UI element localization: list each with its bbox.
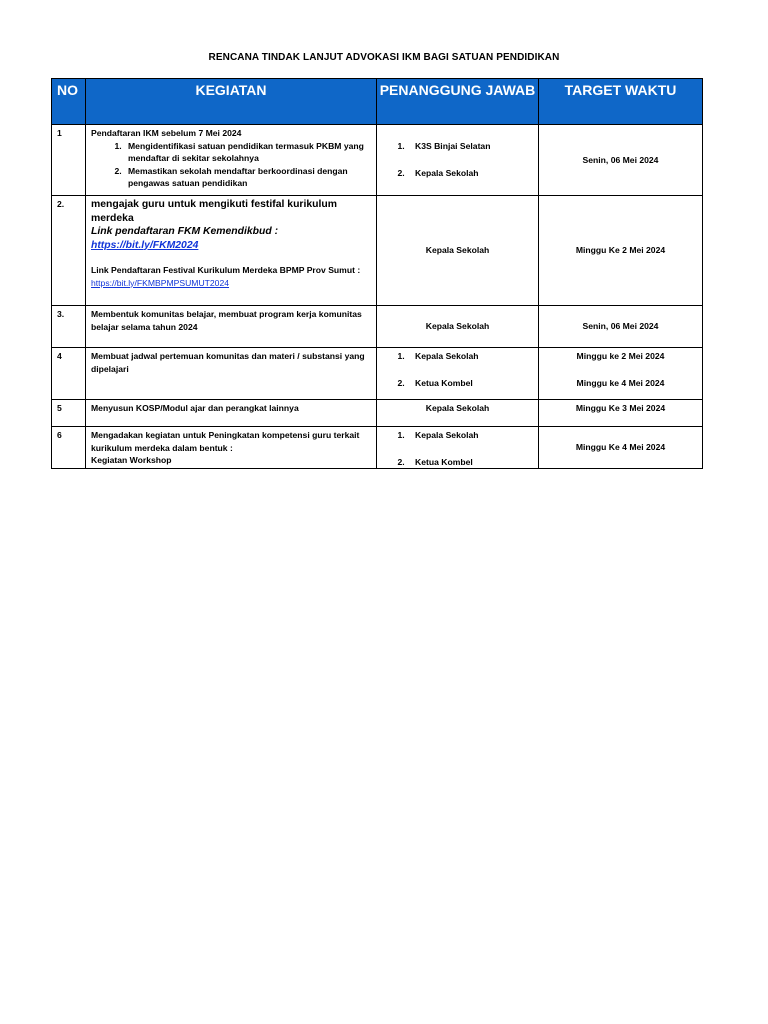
- row-no: 4: [52, 348, 86, 400]
- row-no: 6: [52, 427, 86, 469]
- row-kegiatan: Menyusun KOSP/Modul ajar dan perangkat lainnya: [86, 400, 377, 427]
- fkm-kemendikbud-link[interactable]: https://bit.ly/FKM2024: [91, 239, 199, 251]
- row-kegiatan: [86, 125, 377, 196]
- row-penanggung-jawab: [377, 427, 539, 469]
- kegiatan-extra: Kegiatan Workshop: [91, 455, 172, 466]
- row-target-waktu: Minggu Ke 2 Mei 2024: [539, 196, 703, 306]
- pj-list: [377, 140, 538, 179]
- fkm-bpmp-sumut-link[interactable]: https://bit.ly/FKMBPMPSUMUT2024: [91, 277, 230, 288]
- row-target-waktu: Senin, 06 Mei 2024: [539, 306, 703, 348]
- kegiatan-list: [91, 140, 372, 190]
- table-row: [52, 125, 703, 196]
- row-penanggung-jawab: Kepala Sekolah: [377, 196, 539, 306]
- table-row: [52, 427, 703, 469]
- header-target-waktu: TARGET WAKTU: [539, 79, 703, 125]
- list-item: 2. Memastikan sekolah mendaftar berkoordinasi dengan pengawas satuan pendidikan: [124, 165, 372, 190]
- table-row: [52, 196, 703, 306]
- table-row: [52, 348, 703, 400]
- link2-block: [91, 264, 372, 289]
- kegiatan-title: mengajak guru untuk mengikuti festifal kurikulum merdeka: [91, 199, 337, 224]
- row-penanggung-jawab: Kepala Sekolah: [377, 306, 539, 348]
- table-row: [52, 306, 703, 348]
- kegiatan-title: Pendaftaran IKM sebelum 7 Mei 2024: [91, 128, 242, 138]
- header-no: NO: [52, 79, 86, 125]
- list-item: 1. Kepala Sekolah: [407, 350, 538, 363]
- table-row: [52, 400, 703, 427]
- list-item: 2. Ketua Kombel: [407, 456, 538, 469]
- row-kegiatan: [86, 427, 377, 469]
- page-title: RENCANA TINDAK LANJUT ADVOKASI IKM BAGI SATUAN PENDIDIKAN: [208, 52, 560, 63]
- pj-list: [377, 429, 538, 468]
- table-header-row: [52, 79, 703, 125]
- pj-list: [377, 350, 538, 389]
- row-kegiatan: [86, 196, 377, 306]
- row-target-waktu: Senin, 06 Mei 2024: [539, 125, 703, 196]
- waktu-line: Minggu ke 4 Mei 2024: [576, 377, 665, 388]
- waktu-line: Minggu ke 2 Mei 2024: [576, 351, 665, 361]
- link2-label: Link Pendaftaran Festival Kurikulum Merdeka BPMP Prov Sumut :: [91, 265, 361, 275]
- row-target-waktu: Minggu Ke 4 Mei 2024: [539, 427, 703, 469]
- row-no: 3.: [52, 306, 86, 348]
- link-label: Link pendaftaran FKM Kemendikbud :: [91, 226, 279, 237]
- action-plan-table: [51, 78, 703, 469]
- row-penanggung-jawab: [377, 348, 539, 400]
- list-item: 1. Kepala Sekolah: [407, 429, 538, 442]
- list-item: 2. Ketua Kombel: [407, 377, 538, 390]
- row-target-waktu: [539, 348, 703, 400]
- row-target-waktu: Minggu Ke 3 Mei 2024: [539, 400, 703, 427]
- header-penanggung-jawab: PENANGGUNG JAWAB: [377, 79, 539, 125]
- row-penanggung-jawab: Kepala Sekolah: [377, 400, 539, 427]
- kegiatan-title: Mengadakan kegiatan untuk Peningkatan kompetensi guru terkait kurikulum merdeka dalam bentuk :: [91, 430, 360, 453]
- list-item: 1. Mengidentifikasi satuan pendidikan termasuk PKBM yang mendaftar di sekitar sekolahnya: [124, 140, 372, 165]
- list-item: 2. Kepala Sekolah: [407, 167, 538, 180]
- header-kegiatan: KEGIATAN: [86, 79, 377, 125]
- row-penanggung-jawab: [377, 125, 539, 196]
- row-no: 5: [52, 400, 86, 427]
- row-kegiatan: Membuat jadwal pertemuan komunitas dan materi / substansi yang dipelajari: [86, 348, 377, 400]
- list-item: 1. K3S Binjai Selatan: [407, 140, 538, 153]
- row-kegiatan: Membentuk komunitas belajar, membuat program kerja komunitas belajar selama tahun 2024: [86, 306, 377, 348]
- row-no: 1: [52, 125, 86, 196]
- row-no: 2.: [52, 196, 86, 306]
